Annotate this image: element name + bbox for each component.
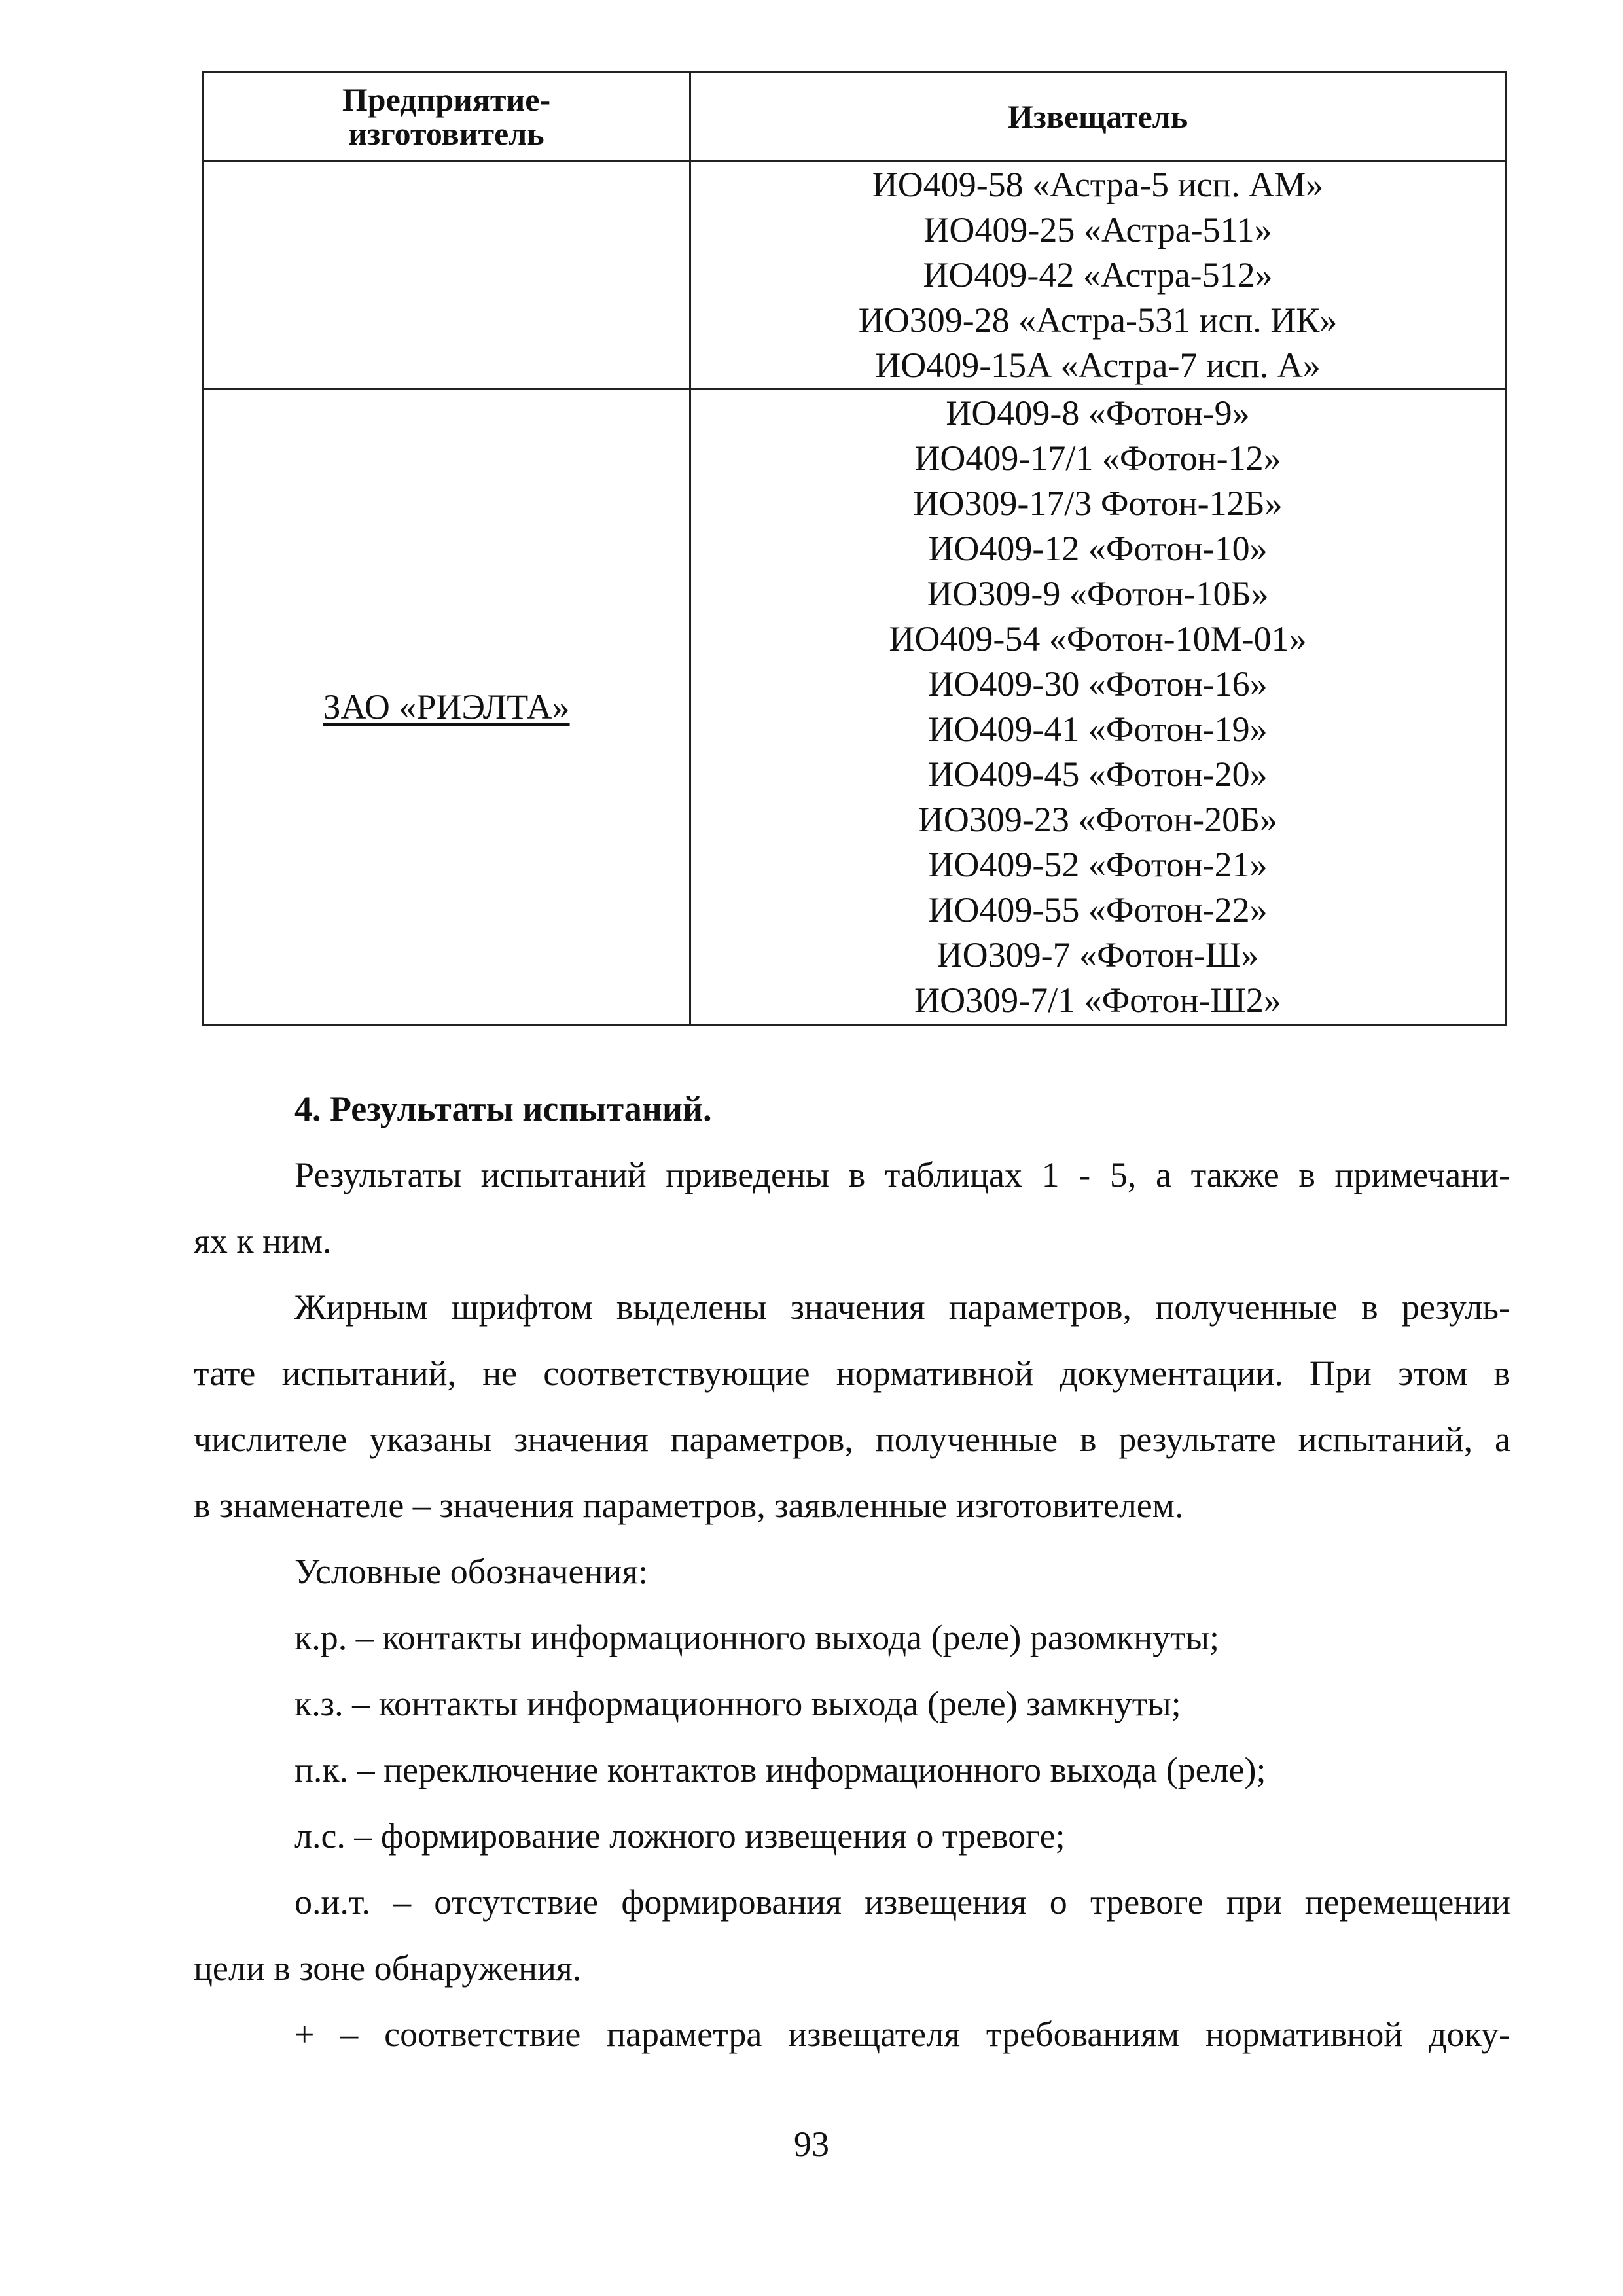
detector-item: ИО409-42 «Астра-512»: [923, 255, 1273, 295]
section-heading: 4. Результаты испытаний.: [294, 1089, 712, 1128]
detector-item: ИО409-8 «Фотон-9»: [946, 393, 1250, 433]
detector-item: ИО409-58 «Астра-5 исп. АМ»: [872, 165, 1324, 204]
legend-item: к.з. – контакты информационного выхода (реле) замкнуты;: [294, 1684, 1181, 1723]
paragraph-line: тате испытаний, не соответствующие нормативной документации. При этом в: [194, 1354, 1510, 1393]
manufacturer-cell: [203, 389, 690, 1025]
detector-item: ИО309-23 «Фотон-20Б»: [918, 800, 1278, 839]
paragraph-line: Жирным шрифтом выделены значения параметров, полученные в резуль-: [294, 1287, 1510, 1327]
detector-item: ИО309-28 «Астра-531 исп. ИК»: [858, 300, 1338, 340]
section-body: [194, 1076, 1510, 2068]
table-row: [203, 162, 1506, 389]
detector-item: ИО409-30 «Фотон-16»: [928, 664, 1268, 704]
detector-item: ИО409-25 «Астра-511»: [923, 210, 1272, 249]
detector-item: ИО309-17/3 Фотон-12Б»: [913, 484, 1283, 523]
header-manufacturer: Предприятие-изготовитель: [203, 72, 690, 162]
detector-list-cell: [690, 389, 1506, 1025]
manufacturer-cell: [203, 162, 690, 389]
detector-item: ИО409-15А «Астра-7 исп. А»: [875, 346, 1321, 385]
detector-item: ИО409-54 «Фотон-10М-01»: [889, 619, 1307, 658]
header-detector: Извещатель: [690, 72, 1506, 162]
legend-title: Условные обозначения:: [294, 1552, 649, 1591]
detector-item: ИО409-45 «Фотон-20»: [928, 755, 1268, 794]
legend-item-continuation: цели в зоне обнаружения.: [194, 1948, 582, 1988]
page-number: 93: [794, 2125, 829, 2164]
paragraph-line: ях к ним.: [194, 1221, 332, 1261]
legend-item: к.р. – контакты информационного выхода (реле) разомкнуты;: [294, 1618, 1219, 1657]
detector-item: ИО309-9 «Фотон-10Б»: [927, 574, 1269, 613]
detector-item: ИО309-7 «Фотон-Ш»: [936, 935, 1259, 975]
paragraph-line: Результаты испытаний приведены в таблицах 1 - 5, а также в примечани-: [294, 1155, 1510, 1194]
detector-item: ИО409-55 «Фотон-22»: [928, 890, 1268, 929]
paragraph-line: в знаменателе – значения параметров, заявленные изготовителем.: [194, 1486, 1184, 1525]
detector-item: ИО409-17/1 «Фотон-12»: [914, 439, 1281, 478]
paragraph-line: числителе указаны значения параметров, полученные в результате испытаний, а: [194, 1420, 1510, 1459]
legend-item: + – соответствие параметра извещателя требованиям нормативной доку-: [294, 2015, 1510, 2054]
detector-item: ИО409-52 «Фотон-21»: [928, 845, 1268, 884]
legend-item: п.к. – переключение контактов информационного выхода (реле);: [294, 1750, 1266, 1789]
manufacturer-name: ЗАО «РИЭЛТА»: [323, 687, 570, 726]
table-header-row: [203, 72, 1506, 162]
table-row: [203, 389, 1506, 1025]
detector-item: ИО309-7/1 «Фотон-Ш2»: [914, 980, 1281, 1020]
detector-item: ИО409-12 «Фотон-10»: [928, 529, 1268, 568]
detector-item: ИО409-41 «Фотон-19»: [928, 709, 1268, 749]
detector-list-cell: [690, 162, 1506, 389]
legend-item: л.с. – формирование ложного извещения о тревоге;: [294, 1816, 1065, 1856]
detectors-table: [202, 71, 1507, 1026]
legend-item: о.и.т. – отсутствие формирования извещения о тревоге при перемещении: [294, 1882, 1510, 1922]
